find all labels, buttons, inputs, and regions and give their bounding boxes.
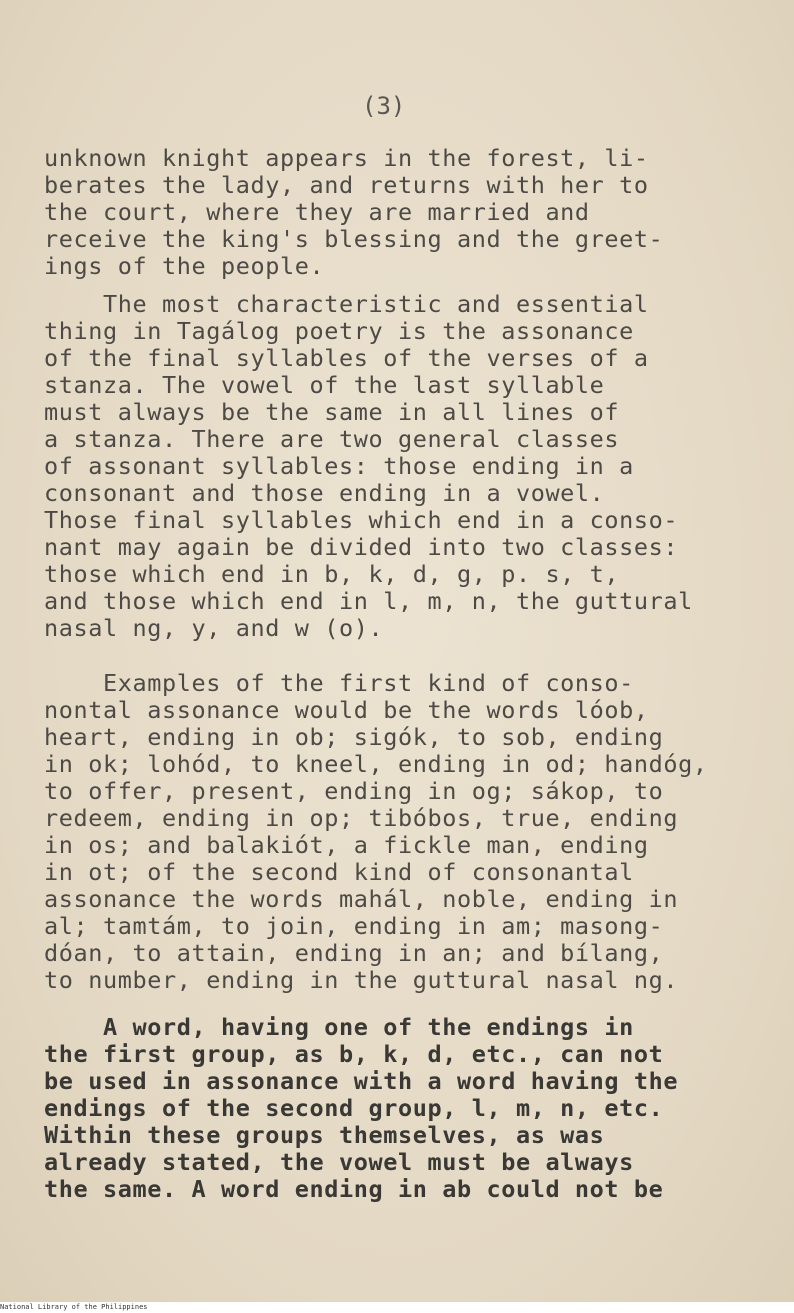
text-line: to offer, present, ending in og; sákop, to xyxy=(44,777,664,805)
text-line: those which end in b, k, d, g, p. s, t, xyxy=(44,560,620,588)
text-line: to number, ending in the guttural nasal ng. xyxy=(44,966,679,994)
text-line: in ot; of the second kind of consonantal xyxy=(44,858,634,886)
text-line: of assonant syllables: those ending in a xyxy=(44,452,634,480)
text-line: nant may again be divided into two classes: xyxy=(44,533,679,561)
text-line: nasal ng, y, and w (o). xyxy=(44,614,384,642)
text-line: the same. A word ending in ab could not be xyxy=(44,1175,664,1203)
text-line: assonance the words mahál, noble, ending in xyxy=(44,885,679,913)
text-line: a stanza. There are two general classes xyxy=(44,425,620,453)
text-line: Examples of the first kind of conso- xyxy=(44,669,634,697)
text-line: berates the lady, and returns with her to xyxy=(44,171,649,199)
text-line: A word, having one of the endings in xyxy=(44,1013,634,1041)
text-line: redeem, ending in op; tibóbos, true, ending xyxy=(44,804,679,832)
paragraph-2 xyxy=(44,291,784,642)
text-line: dóan, to attain, ending in an; and bílang, xyxy=(44,939,664,967)
text-line: thing in Tagálog poetry is the assonance xyxy=(44,317,634,345)
text-line: nontal assonance would be the words lóob, xyxy=(44,696,649,724)
text-line: receive the king's blessing and the greet- xyxy=(44,225,664,253)
text-line: in os; and balakiót, a fickle man, ending xyxy=(44,831,649,859)
text-line: the first group, as b, k, d, etc., can not xyxy=(44,1040,664,1068)
text-line: al; tamtám, to join, ending in am; masong- xyxy=(44,912,664,940)
text-line: of the final syllables of the verses of a xyxy=(44,344,649,372)
library-footer: National Library of the Philippines xyxy=(0,1303,148,1311)
page-number: (3) xyxy=(362,92,406,120)
text-line: endings of the second group, l, m, n, etc. xyxy=(44,1094,664,1122)
text-line: Within these groups themselves, as was xyxy=(44,1121,605,1149)
text-line: The most characteristic and essential xyxy=(44,290,649,318)
text-line: in ok; lohód, to kneel, ending in od; handóg, xyxy=(44,750,708,778)
text-line: already stated, the vowel must be always xyxy=(44,1148,634,1176)
text-line: consonant and those ending in a vowel. xyxy=(44,479,605,507)
text-line: unknown knight appears in the forest, li- xyxy=(44,144,649,172)
paragraph-3 xyxy=(44,670,784,994)
text-line: ings of the people. xyxy=(44,252,325,280)
text-line: and those which end in l, m, n, the guttural xyxy=(44,587,693,615)
text-line: the court, where they are married and xyxy=(44,198,590,226)
text-line: be used in assonance with a word having the xyxy=(44,1067,679,1095)
text-line: Those final syllables which end in a conso- xyxy=(44,506,679,534)
text-line: must always be the same in all lines of xyxy=(44,398,620,426)
text-line: stanza. The vowel of the last syllable xyxy=(44,371,605,399)
text-line: heart, ending in ob; sigók, to sob, ending xyxy=(44,723,664,751)
paragraph-4 xyxy=(44,1014,784,1203)
paragraph-1 xyxy=(44,145,784,280)
